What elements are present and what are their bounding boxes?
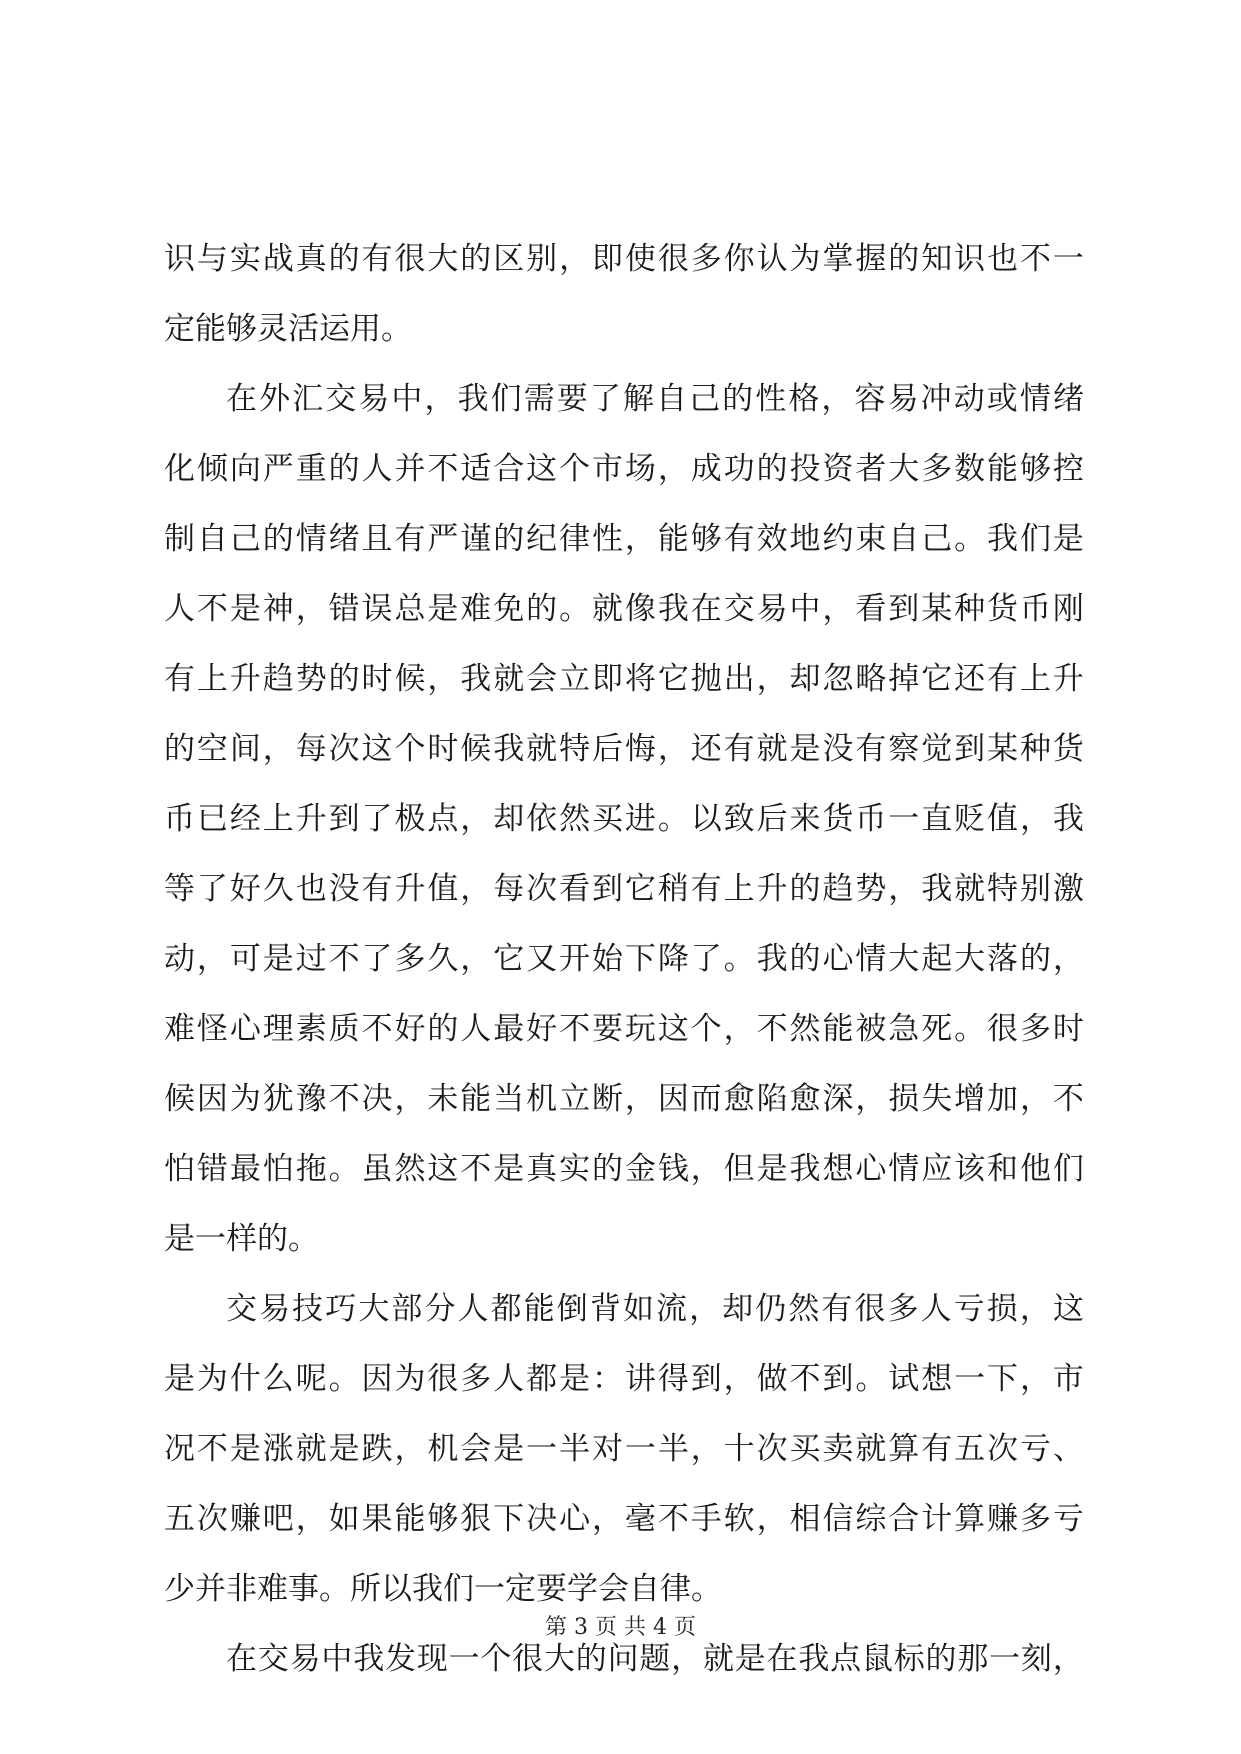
text-line: 人 不 是 神 ， 错 误 总 是 难 免 的 。 就 像 我 在 交 易 中 ， 看 到 某 种 货 币 刚 (164, 591, 1084, 627)
text-line: 动 ， 可 是 过 不 了 多 久 ， 它 又 开 始 下 降 了 。 我 的 心 情 大 起 大 落 的 ， (164, 941, 1084, 977)
text-line: 五 次 赚 吧 ， 如 果 能 够 狠 下 决 心 ， 毫 不 手 软 ， 相 信 综 合 计 算 赚 多 亏 (164, 1501, 1084, 1537)
text-line: 在 外 汇 交 易 中 ， 我 们 需 要 了 解 自 己 的 性 格 ， 容 易 冲 动 或 情 绪 (226, 381, 1084, 417)
text-line: 等 了 好 久 也 没 有 升 值 ， 每 次 看 到 它 稍 有 上 升 的 趋 势 ， 我 就 特 别 激 (164, 871, 1084, 907)
text-line: 是一样的。 (164, 1221, 319, 1257)
text-line: 难 怪 心 理 素 质 不 好 的 人 最 好 不 要 玩 这 个 ， 不 然 能 被 急 死 。 很 多 时 (164, 1011, 1084, 1047)
text-line: 化 倾 向 严 重 的 人 并 不 适 合 这 个 市 场 ， 成 功 的 投 资 者 大 多 数 能 够 控 (164, 451, 1084, 487)
text-line: 识 与 实 战 真 的 有 很 大 的 区 别 ， 即 使 很 多 你 认 为 掌 握 的 知 识 也 不 一 (164, 241, 1084, 277)
text-line: 定能够灵活运用。 (164, 311, 412, 347)
text-line: 交 易 技 巧 大 部 分 人 都 能 倒 背 如 流 ， 却 仍 然 有 很 多 人 亏 损 ， 这 (226, 1291, 1084, 1327)
text-line: 候 因 为 犹 豫 不 决 ， 未 能 当 机 立 断 ， 因 而 愈 陷 愈 深 ， 损 失 增 加 ， 不 (164, 1081, 1084, 1117)
page-footer: 第 3 页 共 4 页 (545, 1615, 696, 1640)
text-line: 少并非难事。所以我们一定要学会自律。 (164, 1571, 722, 1607)
text-line: 的 空 间 ， 每 次 这 个 时 候 我 就 特 后 悔 ， 还 有 就 是 没 有 察 觉 到 某 种 货 (164, 731, 1084, 767)
text-line: 制 自 己 的 情 绪 且 有 严 谨 的 纪 律 性 ， 能 够 有 效 地 约 束 自 己 。 我 们 是 (164, 521, 1084, 557)
text-line: 有 上 升 趋 势 的 时 候 ， 我 就 会 立 即 将 它 抛 出 ， 却 忽 略 掉 它 还 有 上 升 (164, 661, 1084, 697)
text-line: 币 已 经 上 升 到 了 极 点 ， 却 依 然 买 进 。 以 致 后 来 货 币 一 直 贬 值 ， 我 (164, 801, 1084, 837)
body-text (164, 224, 1084, 1694)
text-line: 况 不 是 涨 就 是 跌 ， 机 会 是 一 半 对 一 半 ， 十 次 买 卖 就 算 有 五 次 亏 、 (164, 1431, 1084, 1467)
text-line: 在 交 易 中 我 发 现 一 个 很 大 的 问 题 ， 就 是 在 我 点 鼠 标 的 那 一 刻 ， (226, 1641, 1084, 1677)
text-line: 是 为 什 么 呢 。 因 为 很 多 人 都 是 ： 讲 得 到 ， 做 不 到 。 试 想 一 下 ， 市 (164, 1361, 1084, 1397)
text-line: 怕 错 最 怕 拖 。 虽 然 这 不 是 真 实 的 金 钱 ， 但 是 我 想 心 情 应 该 和 他 们 (164, 1151, 1084, 1187)
